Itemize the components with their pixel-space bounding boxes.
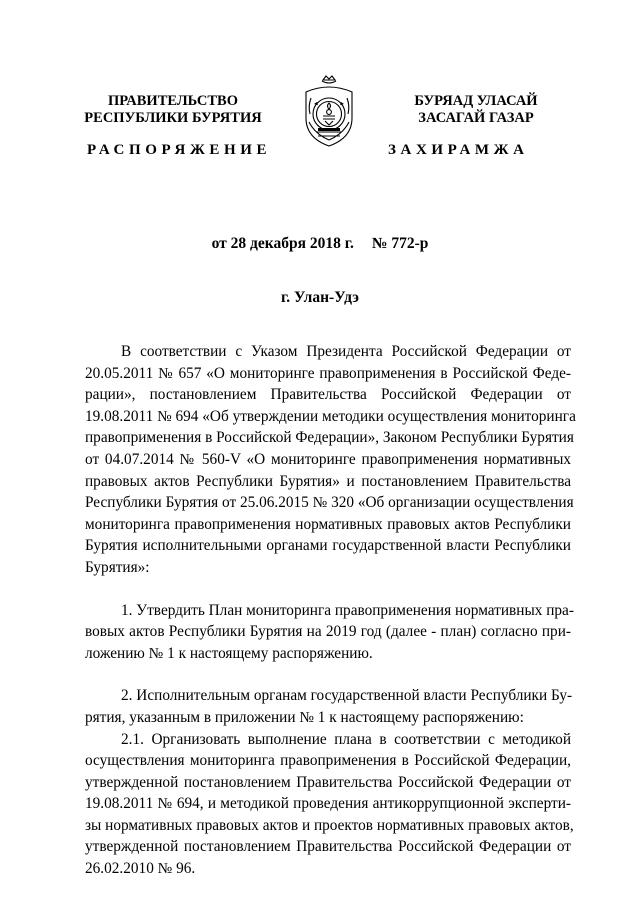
text-line: Бурятия»: bbox=[85, 558, 150, 576]
text-line: рятия, указанным в приложении № 1 к настоящему распоряжению: bbox=[85, 708, 524, 726]
item-2-1-paragraph bbox=[85, 729, 574, 880]
text-line: правовых актов Республики Бурятия» и постановлением Правительства bbox=[85, 472, 571, 490]
issuer-name-russian bbox=[64, 93, 282, 127]
document-type-buryat: ЗАХИРАМЖА bbox=[388, 142, 529, 158]
text-line: зы нормативных правовых актов и проектов нормативных правовых актов, bbox=[85, 816, 574, 834]
document-type-russian: РАСПОРЯЖЕНИЕ bbox=[87, 142, 272, 158]
text-line: 1. Утвердить План мониторинга правоприменения нормативных пра- bbox=[121, 601, 574, 619]
text-line: рации», постановлением Правительства Российской Федерации от bbox=[85, 386, 571, 404]
text-line: 2.1. Организовать выполнение плана в соответствии с методикой bbox=[121, 730, 571, 748]
text-line: ложению № 1 к настоящему распоряжению. bbox=[85, 644, 373, 662]
text-line: В соответствии с Указом Президента Российской Федерации от bbox=[121, 343, 571, 360]
issuer-line-2: РЕСПУБЛИКИ БУРЯТИЯ bbox=[84, 110, 262, 126]
document-date: от 28 декабря 2018 г. bbox=[211, 235, 354, 252]
text-line: 19.08.2011 № 694, и методикой проведения антикоррупционной эксперти- bbox=[85, 795, 571, 813]
text-line: 2. Исполнительным органам государственной власти Республики Бу- bbox=[121, 687, 573, 705]
document-date-line bbox=[0, 235, 640, 253]
text-line: утвержденной постановлением Правительства Российской Федерации от bbox=[85, 773, 571, 791]
issuer-line-1: ПРАВИТЕЛЬСТВО bbox=[108, 93, 238, 109]
text-line: от 04.07.2014 № 560-V «О мониторинге правоприменения нормативных bbox=[85, 450, 571, 468]
intro-paragraph bbox=[85, 341, 576, 579]
document-number: № 772-р bbox=[371, 235, 429, 252]
text-line: Республики Бурятия от 25.06.2015 № 320 «Об организации осуществления bbox=[85, 494, 574, 512]
item-2-paragraph bbox=[85, 685, 571, 728]
buryatia-coat-of-arms-icon bbox=[298, 74, 360, 150]
document-body bbox=[85, 341, 576, 880]
text-line: утвержденной постановлением Правительства Российской Федерации от bbox=[85, 838, 571, 856]
text-line: 26.02.2010 № 96. bbox=[85, 860, 196, 878]
item-1-paragraph bbox=[85, 600, 574, 665]
issuer-buryat-line-1: БУРЯАД УЛАСАЙ bbox=[414, 93, 538, 109]
text-line: мониторинга правоприменения нормативных правовых актов Республики bbox=[85, 515, 571, 533]
document-city: г. Улан-Удэ bbox=[280, 289, 359, 306]
issuer-buryat-line-2: ЗАСАГАЙ ГАЗАР bbox=[418, 110, 534, 126]
text-line: правоприменения в Российской Федерации», Законом Республики Бурятия bbox=[85, 429, 574, 447]
text-line: 19.08.2011 № 694 «Об утверждении методики осуществления мониторинга bbox=[85, 407, 576, 425]
text-line: Бурятия исполнительными органами государственной власти Республики bbox=[85, 537, 571, 555]
text-line: осуществления мониторинга правоприменения в Российской Федерации, bbox=[85, 752, 571, 770]
text-line: вовых актов Республики Бурятия на 2019 год (далее - план) согласно при- bbox=[85, 623, 571, 641]
text-line: 20.05.2011 № 657 «О мониторинге правоприменения в Российской Феде- bbox=[85, 364, 571, 382]
issuer-name-buryat bbox=[378, 93, 574, 127]
